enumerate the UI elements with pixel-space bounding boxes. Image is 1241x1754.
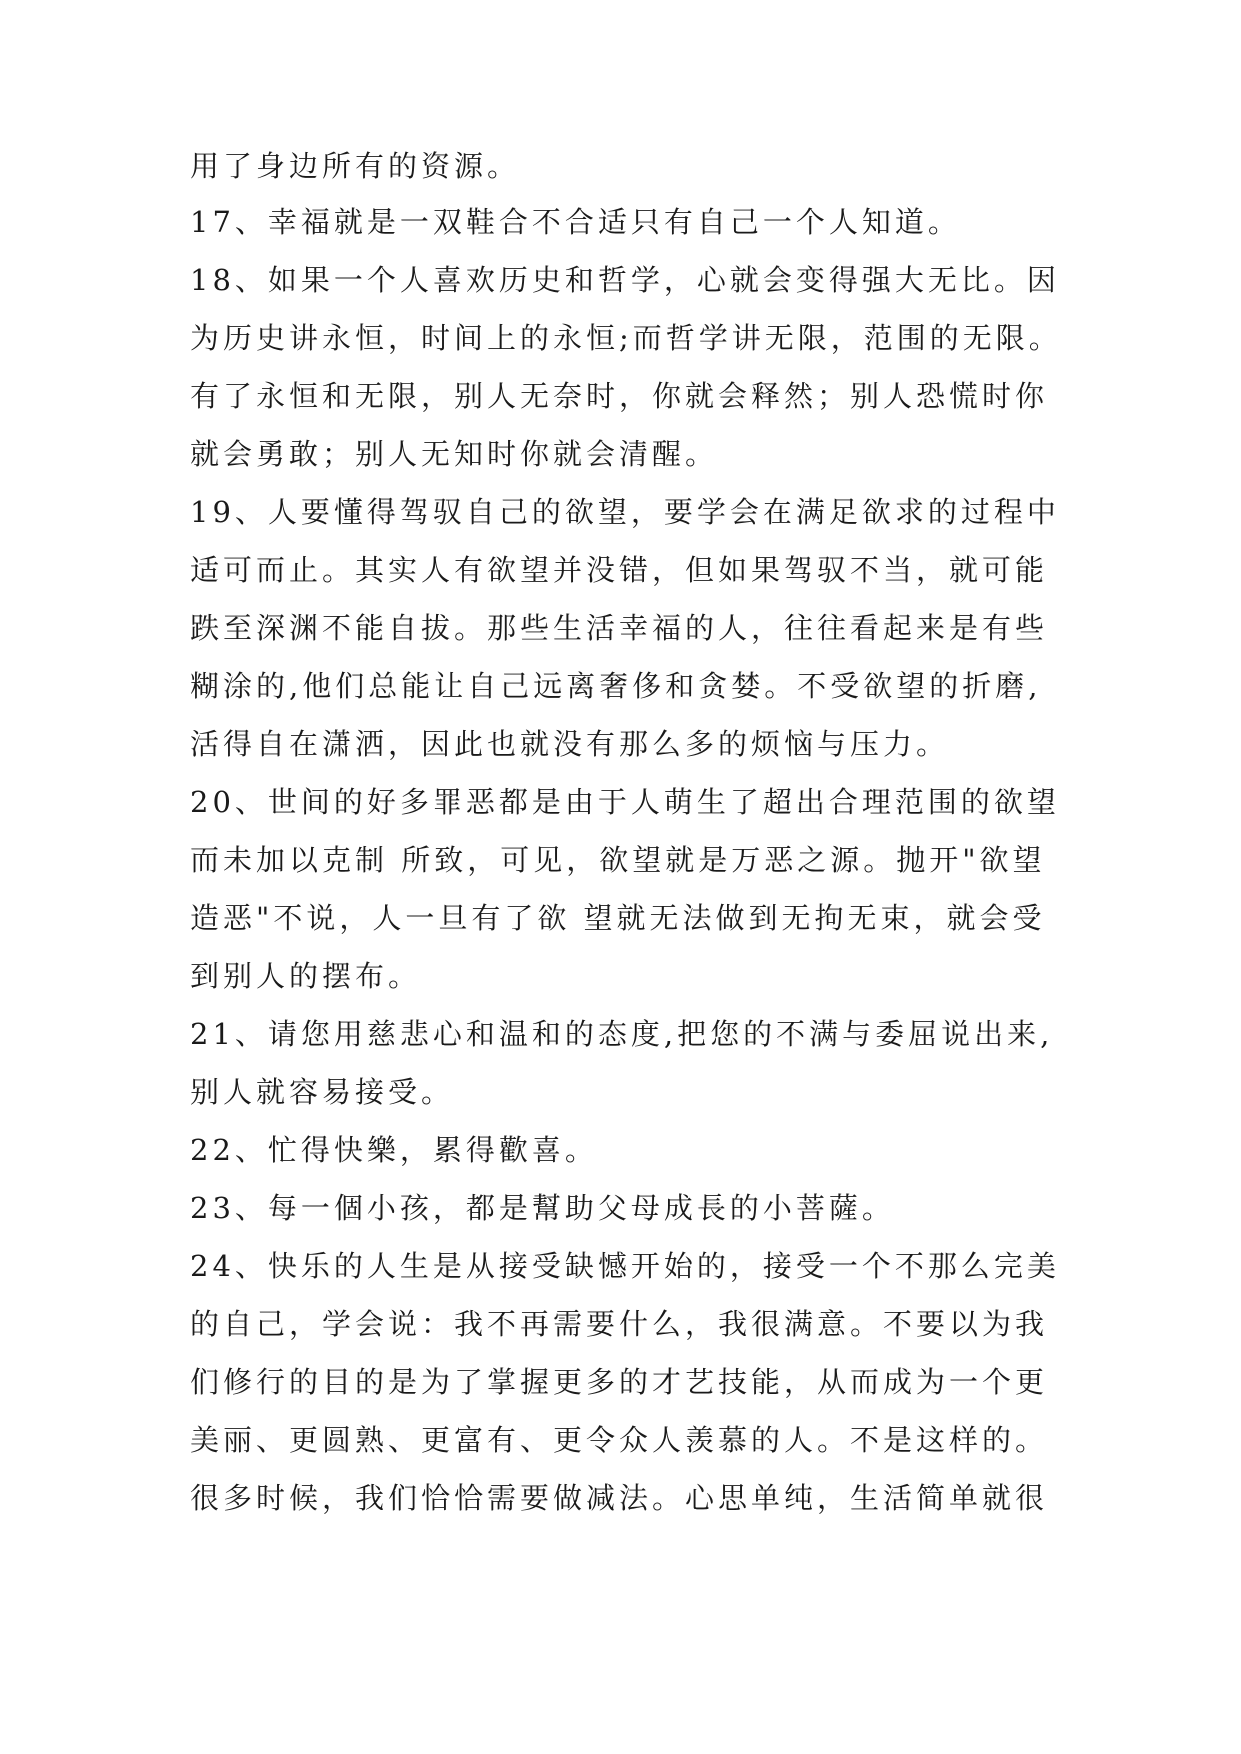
text-line: 跌至深渊不能自拔。那些生活幸福的人，往往看起来是有些 [190,611,1049,645]
text-line: 糊涂的,他们总能让自己远离奢侈和贪婪。不受欲望的折磨, [190,669,1042,703]
text-line: 们修行的目的是为了掌握更多的才艺技能，从而成为一个更 [190,1365,1049,1399]
text-line: 23、每一個小孩，都是幫助父母成長的小菩薩。 [190,1191,895,1225]
text-line: 别人就容易接受。 [190,1075,455,1109]
text-line: 20、世间的好多罪恶都是由于人萌生了超出合理范围的欲望 [190,785,1060,819]
text-line: 就会勇敢；别人无知时你就会清醒。 [190,437,719,471]
text-line: 有了永恒和无限，别人无奈时，你就会释然；别人恐慌时你 [190,379,1049,413]
text-line: 适可而止。其实人有欲望并没错，但如果驾驭不当，就可能 [190,553,1049,587]
text-line: 17、幸福就是一双鞋合不合适只有自己一个人知道。 [190,205,961,239]
text-line: 的自己，学会说：我不再需要什么，我很满意。不要以为我 [190,1307,1049,1341]
text-line: 很多时候，我们恰恰需要做减法。心思单纯，生活简单就很 [190,1481,1049,1515]
text-line: 到别人的摆布。 [190,959,422,993]
text-line: 21、请您用慈悲心和温和的态度,把您的不满与委屈说出来, [190,1017,1054,1051]
text-line: 而未加以克制 所致，可见，欲望就是万恶之源。抛开"欲望 [190,843,1046,877]
text-line: 为历史讲永恒，时间上的永恒;而哲学讲无限，范围的无限。 [190,321,1062,355]
text-line: 18、如果一个人喜欢历史和哲学，心就会变得强大无比。因 [190,263,1060,297]
text-line: 22、忙得快樂，累得歡喜。 [190,1133,598,1167]
text-line: 活得自在潇洒，因此也就没有那么多的烦恼与压力。 [190,727,950,761]
text-line: 美丽、更圆熟、更富有、更令众人羡慕的人。不是这样的。 [190,1423,1049,1457]
text-line: 19、人要懂得驾驭自己的欲望，要学会在满足欲求的过程中 [190,495,1060,529]
text-line: 用了身边所有的资源。 [190,149,521,183]
text-line: 24、快乐的人生是从接受缺憾开始的，接受一个不那么完美 [190,1249,1060,1283]
text-line: 造恶"不说，人一旦有了欲 望就无法做到无拘无束，就会受 [190,901,1046,935]
